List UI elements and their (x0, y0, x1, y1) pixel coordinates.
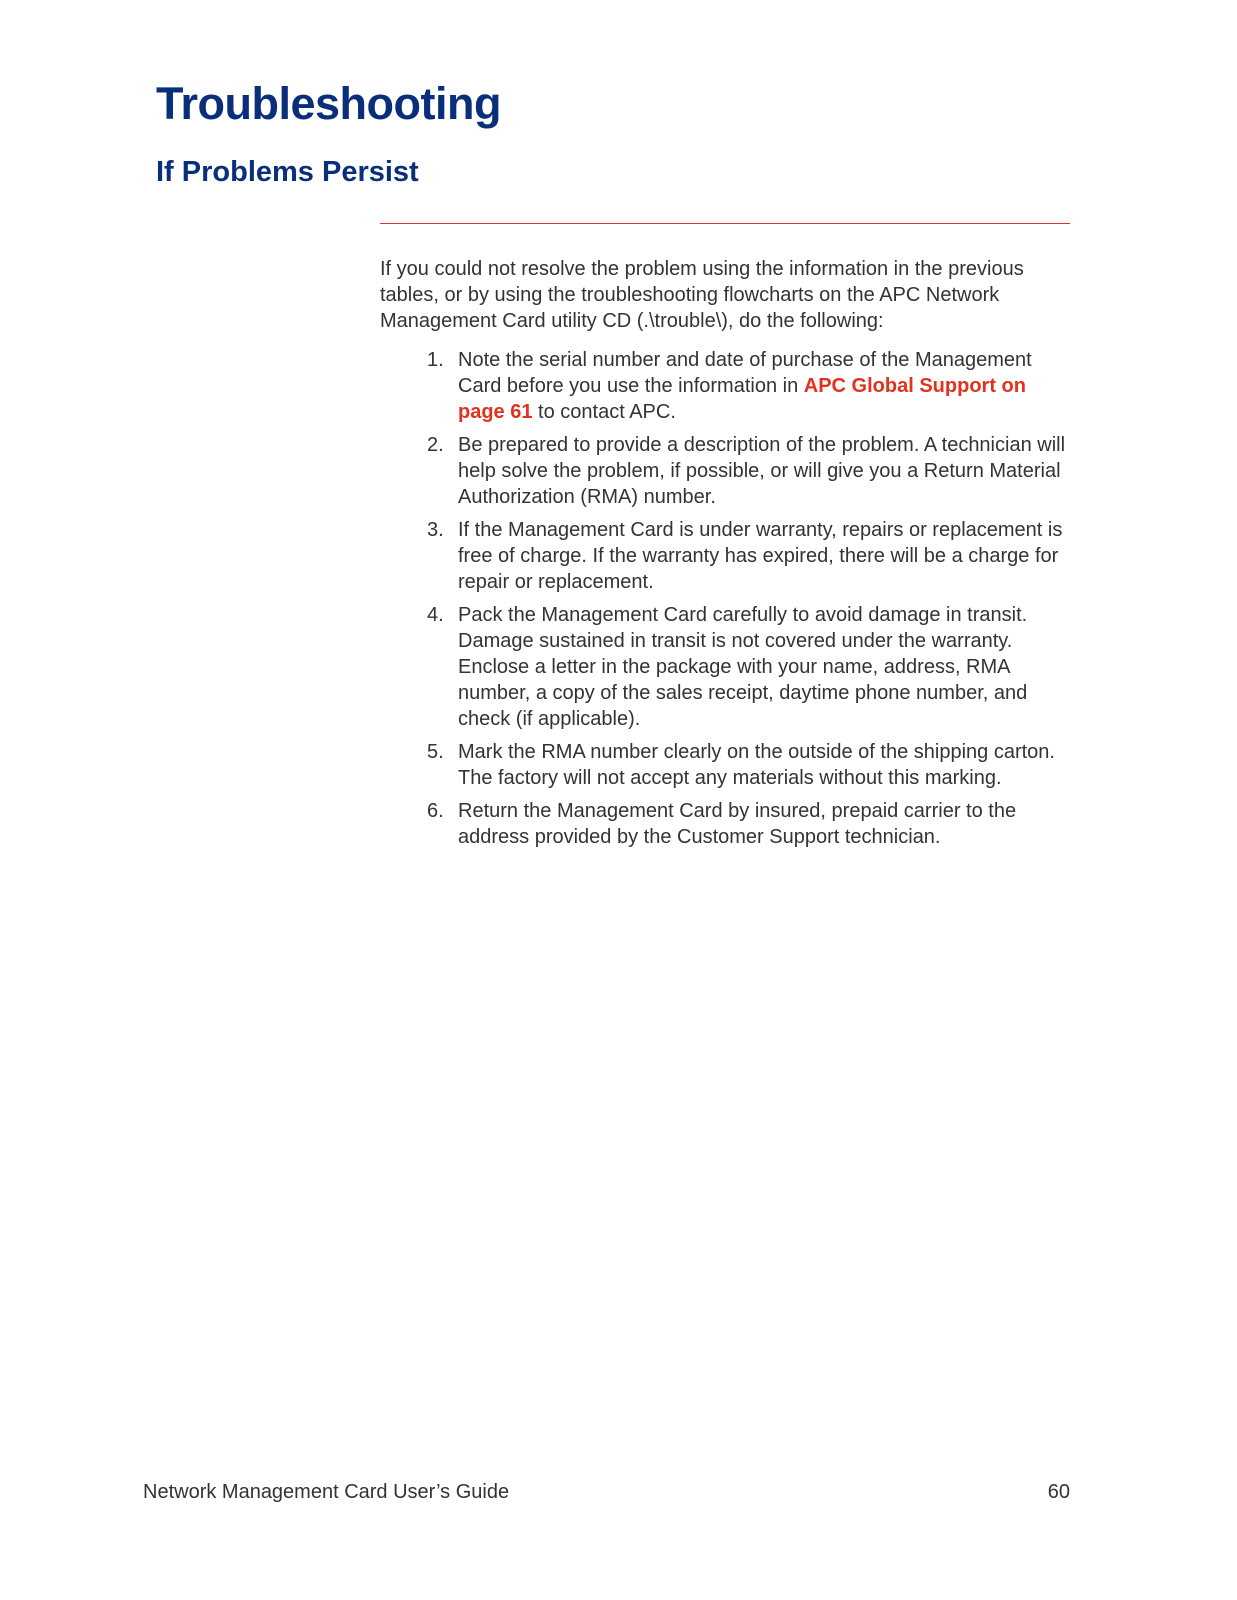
step-text: to contact APC. (532, 401, 676, 423)
list-item-step-2 (380, 432, 1072, 510)
step-text: If the Management Card is under warranty, repairs or replacement is free of charge. If the warranty has expired, there will be a charge for repair or replacement. (458, 519, 1063, 593)
step-text: Note the serial number and date of purchase of the Management Card before you use the information in (458, 349, 1032, 397)
chapter-title: Troubleshooting (156, 78, 501, 129)
section-divider (380, 223, 1070, 224)
list-item-step-6 (380, 798, 1072, 850)
step-number: 3. (427, 519, 444, 541)
list-item-step-5 (380, 739, 1072, 791)
list-item-step-3 (380, 517, 1072, 595)
step-number: 6. (427, 800, 444, 822)
step-number: 2. (427, 434, 444, 456)
body-content (380, 256, 1072, 857)
step-text: Pack the Management Card carefully to avoid damage in transit. Damage sustained in transit is not covered under the warranty. Enclose a letter in the package with your name, address, RMA number, a copy of the sales receipt, daytime phone number, and check (if applicable). (458, 604, 1028, 730)
footer-page-number: 60 (1047, 1481, 1070, 1503)
footer-doc-title: Network Management Card User’s Guide (143, 1481, 510, 1503)
step-text: Return the Management Card by insured, prepaid carrier to the address provided by the Customer Support technician. (458, 800, 1017, 848)
step-number: 4. (427, 604, 444, 626)
apc-global-support-link[interactable]: APC Global Support on page 61 (458, 375, 1026, 423)
intro-paragraph: If you could not resolve the problem using the information in the previous tables, or by using the troubleshooting flowcharts on the APC Network Management Card utility CD (.\trouble\), do the following: (380, 258, 1024, 332)
section-title: If Problems Persist (156, 156, 419, 188)
step-number: 1. (427, 349, 444, 371)
steps-list (380, 347, 1072, 850)
step-text: Be prepared to provide a description of the problem. A technician will help solve the problem, if possible, or will give you a Return Material Authorization (RMA) number. (458, 434, 1066, 508)
list-item-step-1 (380, 347, 1072, 425)
step-number: 5. (427, 741, 444, 763)
list-item-step-4 (380, 602, 1072, 732)
step-text: Mark the RMA number clearly on the outside of the shipping carton. The factory will not accept any materials without this marking. (458, 741, 1055, 789)
